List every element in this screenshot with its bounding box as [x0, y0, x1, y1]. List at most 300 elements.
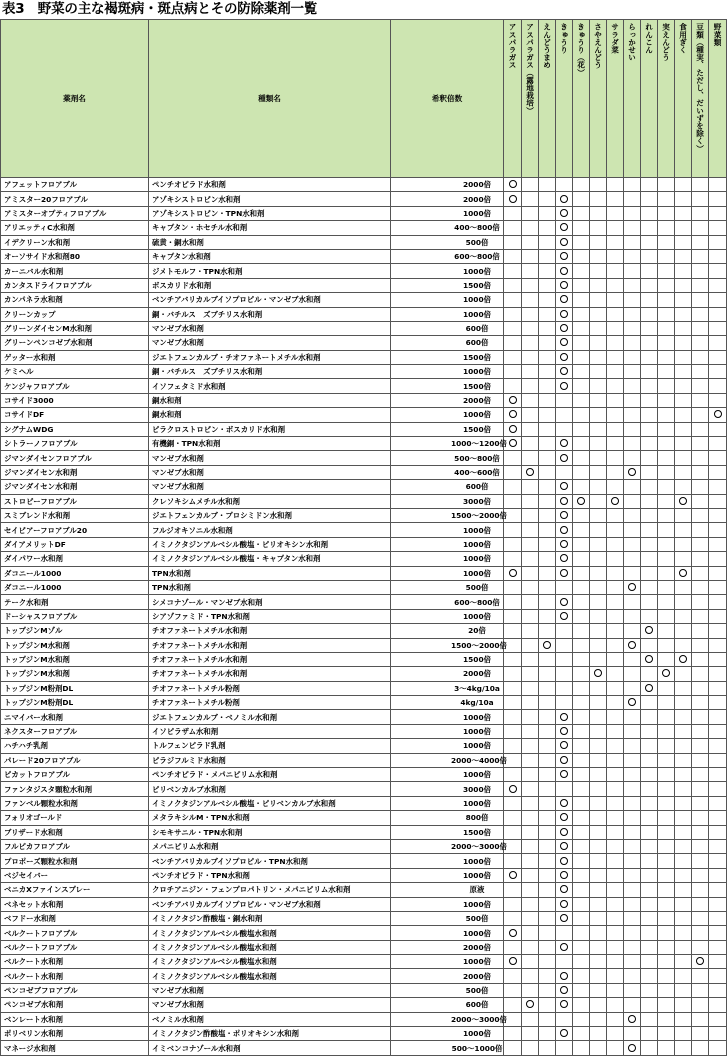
cell-mark	[658, 739, 675, 753]
cell-mark	[641, 293, 658, 307]
cell-mark	[607, 451, 624, 465]
cell-mark	[539, 494, 556, 508]
cell-mark	[590, 940, 607, 954]
cell-mark	[675, 1012, 692, 1026]
cell-mark	[675, 465, 692, 479]
cell-mark	[709, 667, 727, 681]
cell-mark	[607, 480, 624, 494]
cell-mark	[658, 911, 675, 925]
cell-mark	[658, 451, 675, 465]
cell-mark	[573, 566, 590, 580]
cell-mark	[658, 624, 675, 638]
cell-mark	[624, 566, 641, 580]
cell-mark	[692, 609, 709, 623]
cell-mark	[607, 365, 624, 379]
cell-dilution: 500～1000倍	[391, 1041, 504, 1055]
cell-mark	[522, 609, 539, 623]
table-row	[1, 307, 727, 321]
cell-dilution: 1000倍	[391, 264, 504, 278]
cell-mark	[590, 998, 607, 1012]
cell-dilution: 1500倍	[391, 379, 504, 393]
cell-mark	[692, 465, 709, 479]
cell-mark	[624, 624, 641, 638]
cell-dilution: 1000倍	[391, 293, 504, 307]
cell-mark	[590, 609, 607, 623]
header-crop	[658, 20, 675, 178]
cell-mark	[709, 638, 727, 652]
cell-mark	[624, 235, 641, 249]
cell-name: ゲッター水和剤	[1, 350, 149, 364]
cell-mark	[607, 667, 624, 681]
cell-dilution: 600倍	[391, 998, 504, 1012]
cell-name: グリーンペンコゼブ水和剤	[1, 336, 149, 350]
cell-mark	[573, 422, 590, 436]
circle-mark-icon	[509, 957, 517, 965]
cell-mark	[641, 753, 658, 767]
cell-mark	[607, 897, 624, 911]
cell-mark	[590, 724, 607, 738]
cell-mark	[658, 321, 675, 335]
cell-mark	[641, 393, 658, 407]
table-row	[1, 839, 727, 853]
cell-mark	[539, 465, 556, 479]
cell-mark	[624, 494, 641, 508]
cell-name: フォリオゴールド	[1, 811, 149, 825]
cell-dilution: 500～800倍	[391, 451, 504, 465]
cell-name: トップジンM水和剤	[1, 638, 149, 652]
cell-mark	[624, 249, 641, 263]
header-crop	[675, 20, 692, 178]
cell-mark	[539, 537, 556, 551]
cell-name: ベルクートフロアブル	[1, 926, 149, 940]
circle-mark-icon	[560, 324, 568, 332]
cell-mark	[504, 422, 522, 436]
cell-mark	[607, 825, 624, 839]
cell-mark	[675, 667, 692, 681]
cell-mark	[624, 465, 641, 479]
cell-mark	[539, 393, 556, 407]
cell-mark	[692, 854, 709, 868]
cell-mark	[556, 883, 573, 897]
cell-mark	[658, 480, 675, 494]
cell-mark	[522, 868, 539, 882]
cell-mark	[675, 983, 692, 997]
cell-mark	[692, 580, 709, 594]
cell-mark	[607, 393, 624, 407]
circle-mark-icon	[560, 554, 568, 562]
cell-mark	[522, 408, 539, 422]
cell-mark	[573, 365, 590, 379]
table-row	[1, 494, 727, 508]
cell-mark	[556, 437, 573, 451]
circle-mark-icon	[560, 338, 568, 346]
cell-dilution: 3000倍	[391, 494, 504, 508]
cell-mark	[607, 580, 624, 594]
cell-name: トップジンM水和剤	[1, 667, 149, 681]
cell-mark	[590, 264, 607, 278]
cell-mark	[573, 278, 590, 292]
cell-mark	[522, 681, 539, 695]
header-crop-label: 食用ぎく	[678, 23, 688, 54]
cell-mark	[504, 926, 522, 940]
cell-name: ダコニール1000	[1, 566, 149, 580]
cell-mark	[607, 753, 624, 767]
cell-dilution: 1000倍	[391, 307, 504, 321]
cell-mark	[590, 983, 607, 997]
cell-name: ダコニール1000	[1, 580, 149, 594]
cell-mark	[658, 552, 675, 566]
cell-mark	[658, 307, 675, 321]
cell-mark	[539, 379, 556, 393]
cell-mark	[573, 264, 590, 278]
cell-mark	[692, 393, 709, 407]
cell-name: ジマンダイセン水和剤	[1, 465, 149, 479]
cell-mark	[658, 681, 675, 695]
cell-mark	[539, 249, 556, 263]
cell-mark	[641, 940, 658, 954]
cell-mark	[692, 293, 709, 307]
cell-mark	[504, 983, 522, 997]
table-row	[1, 696, 727, 710]
cell-mark	[539, 278, 556, 292]
cell-mark	[504, 739, 522, 753]
cell-mark	[522, 1012, 539, 1026]
cell-mark	[624, 825, 641, 839]
cell-dilution: 1000倍	[391, 768, 504, 782]
cell-mark	[590, 437, 607, 451]
cell-mark	[709, 465, 727, 479]
cell-mark	[539, 825, 556, 839]
circle-mark-icon	[560, 526, 568, 534]
cell-name: ネクスターフロアブル	[1, 724, 149, 738]
cell-dilution: 2000倍	[391, 969, 504, 983]
cell-mark	[675, 249, 692, 263]
cell-mark	[675, 523, 692, 537]
cell-type: ジメトモルフ・TPN水和剤	[149, 264, 391, 278]
cell-mark	[590, 336, 607, 350]
cell-mark	[522, 839, 539, 853]
cell-mark	[709, 811, 727, 825]
cell-mark	[556, 408, 573, 422]
cell-mark	[675, 681, 692, 695]
cell-mark	[658, 969, 675, 983]
cell-mark	[539, 681, 556, 695]
cell-mark	[658, 393, 675, 407]
cell-mark	[624, 1027, 641, 1041]
cell-mark	[675, 494, 692, 508]
pesticide-table	[0, 19, 727, 1056]
cell-dilution: 600～800倍	[391, 249, 504, 263]
circle-mark-icon	[509, 425, 517, 433]
cell-mark	[590, 1027, 607, 1041]
cell-mark	[522, 206, 539, 220]
cell-mark	[624, 652, 641, 666]
table-row	[1, 624, 727, 638]
cell-mark	[658, 465, 675, 479]
cell-type: トルフェンピラド乳剤	[149, 739, 391, 753]
cell-mark	[556, 969, 573, 983]
cell-mark	[624, 422, 641, 436]
cell-mark	[658, 897, 675, 911]
cell-mark	[539, 969, 556, 983]
cell-dilution: 500倍	[391, 911, 504, 925]
cell-dilution: 1000倍	[391, 724, 504, 738]
cell-mark	[573, 350, 590, 364]
table-row	[1, 681, 727, 695]
cell-mark	[641, 336, 658, 350]
cell-mark	[573, 206, 590, 220]
cell-dilution: 600倍	[391, 480, 504, 494]
cell-mark	[590, 1041, 607, 1055]
cell-mark	[556, 998, 573, 1012]
header-crop-label: サラダ菜	[610, 23, 620, 54]
cell-mark	[692, 739, 709, 753]
circle-mark-icon	[560, 1000, 568, 1008]
table-row	[1, 911, 727, 925]
cell-mark	[675, 753, 692, 767]
cell-mark	[641, 983, 658, 997]
cell-name: コサイド3000	[1, 393, 149, 407]
header-crop	[624, 20, 641, 178]
cell-mark	[590, 595, 607, 609]
cell-mark	[624, 1041, 641, 1055]
cell-mark	[675, 264, 692, 278]
cell-mark	[658, 278, 675, 292]
cell-mark	[504, 998, 522, 1012]
cell-mark	[590, 393, 607, 407]
cell-mark	[641, 580, 658, 594]
cell-mark	[573, 696, 590, 710]
cell-mark	[692, 350, 709, 364]
cell-mark	[539, 566, 556, 580]
cell-mark	[692, 624, 709, 638]
cell-type: チオファネートメチル粉剤	[149, 696, 391, 710]
cell-mark	[556, 854, 573, 868]
cell-mark	[556, 624, 573, 638]
cell-dilution: 1000倍	[391, 365, 504, 379]
cell-mark	[675, 566, 692, 580]
cell-mark	[556, 638, 573, 652]
cell-mark	[556, 710, 573, 724]
cell-mark	[641, 667, 658, 681]
table-row	[1, 537, 727, 551]
cell-mark	[607, 336, 624, 350]
cell-mark	[658, 667, 675, 681]
cell-mark	[522, 566, 539, 580]
cell-mark	[675, 508, 692, 522]
cell-mark	[641, 652, 658, 666]
cell-mark	[709, 681, 727, 695]
cell-mark	[692, 811, 709, 825]
cell-mark	[692, 983, 709, 997]
cell-mark	[658, 652, 675, 666]
cell-mark	[522, 508, 539, 522]
cell-mark	[641, 537, 658, 551]
table-row	[1, 868, 727, 882]
cell-name: ポリベリン水和剤	[1, 1027, 149, 1041]
cell-mark	[573, 839, 590, 853]
table-row	[1, 508, 727, 522]
cell-mark	[522, 336, 539, 350]
cell-mark	[573, 379, 590, 393]
cell-mark	[504, 206, 522, 220]
cell-mark	[709, 523, 727, 537]
cell-mark	[692, 437, 709, 451]
cell-mark	[504, 408, 522, 422]
cell-mark	[522, 1041, 539, 1055]
cell-dilution: 400～800倍	[391, 221, 504, 235]
cell-mark	[709, 624, 727, 638]
cell-mark	[504, 624, 522, 638]
cell-mark	[709, 839, 727, 853]
cell-dilution: 600～800倍	[391, 595, 504, 609]
cell-mark	[675, 379, 692, 393]
cell-dilution: 原液	[391, 883, 504, 897]
cell-mark	[522, 940, 539, 954]
circle-mark-icon	[560, 943, 568, 951]
cell-mark	[692, 883, 709, 897]
cell-name: ジマンダイセンフロアブル	[1, 451, 149, 465]
cell-mark	[607, 624, 624, 638]
cell-type: 銅水和剤	[149, 408, 391, 422]
cell-mark	[539, 206, 556, 220]
circle-mark-icon	[560, 612, 568, 620]
cell-name: ジマンダイセン水和剤	[1, 480, 149, 494]
cell-mark	[522, 221, 539, 235]
cell-mark	[573, 580, 590, 594]
cell-dilution: 1500倍	[391, 422, 504, 436]
circle-mark-icon	[543, 641, 551, 649]
cell-mark	[641, 422, 658, 436]
cell-mark	[658, 494, 675, 508]
table-row	[1, 811, 727, 825]
cell-type: 有機銅・TPN水和剤	[149, 437, 391, 451]
table-body	[1, 178, 727, 1056]
cell-type: フルジオキソニル水和剤	[149, 523, 391, 537]
cell-mark	[573, 494, 590, 508]
circle-mark-icon	[560, 454, 568, 462]
cell-mark	[504, 796, 522, 810]
cell-mark	[607, 782, 624, 796]
cell-dilution: 1500～2000倍	[391, 508, 504, 522]
cell-type: イミノクタジンアルベシル酸塩・ピリオキシン水和剤	[149, 537, 391, 551]
cell-mark	[556, 811, 573, 825]
cell-mark	[539, 710, 556, 724]
cell-type: マンゼブ水和剤	[149, 465, 391, 479]
table-row	[1, 350, 727, 364]
cell-mark	[504, 278, 522, 292]
cell-mark	[624, 379, 641, 393]
cell-mark	[573, 854, 590, 868]
cell-mark	[607, 278, 624, 292]
cell-mark	[624, 911, 641, 925]
cell-mark	[607, 768, 624, 782]
cell-mark	[675, 624, 692, 638]
cell-name: ハチハチ乳剤	[1, 739, 149, 753]
cell-dilution: 1000倍	[391, 955, 504, 969]
cell-mark	[709, 595, 727, 609]
cell-mark	[709, 825, 727, 839]
table-row	[1, 1027, 727, 1041]
table-row	[1, 465, 727, 479]
cell-mark	[658, 408, 675, 422]
cell-mark	[607, 969, 624, 983]
cell-mark	[692, 768, 709, 782]
cell-mark	[675, 883, 692, 897]
cell-mark	[522, 926, 539, 940]
cell-type: イミノクタジン酢酸塩・銅水和剤	[149, 911, 391, 925]
cell-mark	[522, 365, 539, 379]
cell-mark	[658, 955, 675, 969]
cell-mark	[658, 523, 675, 537]
table-row	[1, 609, 727, 623]
header-crop-label: 豆類（種実、ただし、だいずを除く）	[695, 23, 705, 153]
cell-mark	[658, 350, 675, 364]
cell-mark	[692, 940, 709, 954]
cell-mark	[624, 940, 641, 954]
cell-mark	[607, 1027, 624, 1041]
circle-mark-icon	[509, 180, 517, 188]
cell-mark	[573, 595, 590, 609]
cell-dilution: 1000倍	[391, 1027, 504, 1041]
cell-mark	[556, 580, 573, 594]
cell-mark	[709, 998, 727, 1012]
cell-mark	[573, 609, 590, 623]
cell-mark	[590, 580, 607, 594]
cell-mark	[504, 307, 522, 321]
circle-mark-icon	[679, 497, 687, 505]
cell-mark	[556, 1027, 573, 1041]
cell-mark	[556, 667, 573, 681]
cell-mark	[624, 192, 641, 206]
cell-dilution: 2000～3000倍	[391, 1012, 504, 1026]
cell-mark	[539, 437, 556, 451]
cell-mark	[675, 336, 692, 350]
cell-mark	[658, 1012, 675, 1026]
cell-name: カンパネラ水和剤	[1, 293, 149, 307]
cell-name: アフェットフロアブル	[1, 178, 149, 192]
cell-mark	[641, 552, 658, 566]
cell-mark	[692, 681, 709, 695]
cell-name: ペンコゼブ水和剤	[1, 998, 149, 1012]
cell-mark	[556, 307, 573, 321]
cell-mark	[556, 221, 573, 235]
cell-type: ベンチアバリカルブイソプロピル・マンゼブ水和剤	[149, 293, 391, 307]
cell-name: スミブレンド水和剤	[1, 508, 149, 522]
table-header	[1, 20, 727, 178]
cell-mark	[539, 595, 556, 609]
cell-mark	[624, 393, 641, 407]
cell-mark	[692, 408, 709, 422]
table-row	[1, 955, 727, 969]
cell-mark	[556, 1012, 573, 1026]
cell-mark	[590, 839, 607, 853]
cell-mark	[522, 998, 539, 1012]
cell-mark	[641, 523, 658, 537]
cell-mark	[590, 739, 607, 753]
cell-dilution: 1500倍	[391, 278, 504, 292]
cell-mark	[692, 379, 709, 393]
cell-type: シアゾファミド・TPN水和剤	[149, 609, 391, 623]
cell-mark	[504, 911, 522, 925]
cell-type: 銅・バチルス ズブチリス水和剤	[149, 365, 391, 379]
cell-dilution: 1000倍	[391, 566, 504, 580]
cell-mark	[522, 739, 539, 753]
cell-name: フルピカフロアブル	[1, 839, 149, 853]
cell-mark	[522, 883, 539, 897]
cell-mark	[641, 379, 658, 393]
cell-name: セイビアーフロアブル20	[1, 523, 149, 537]
